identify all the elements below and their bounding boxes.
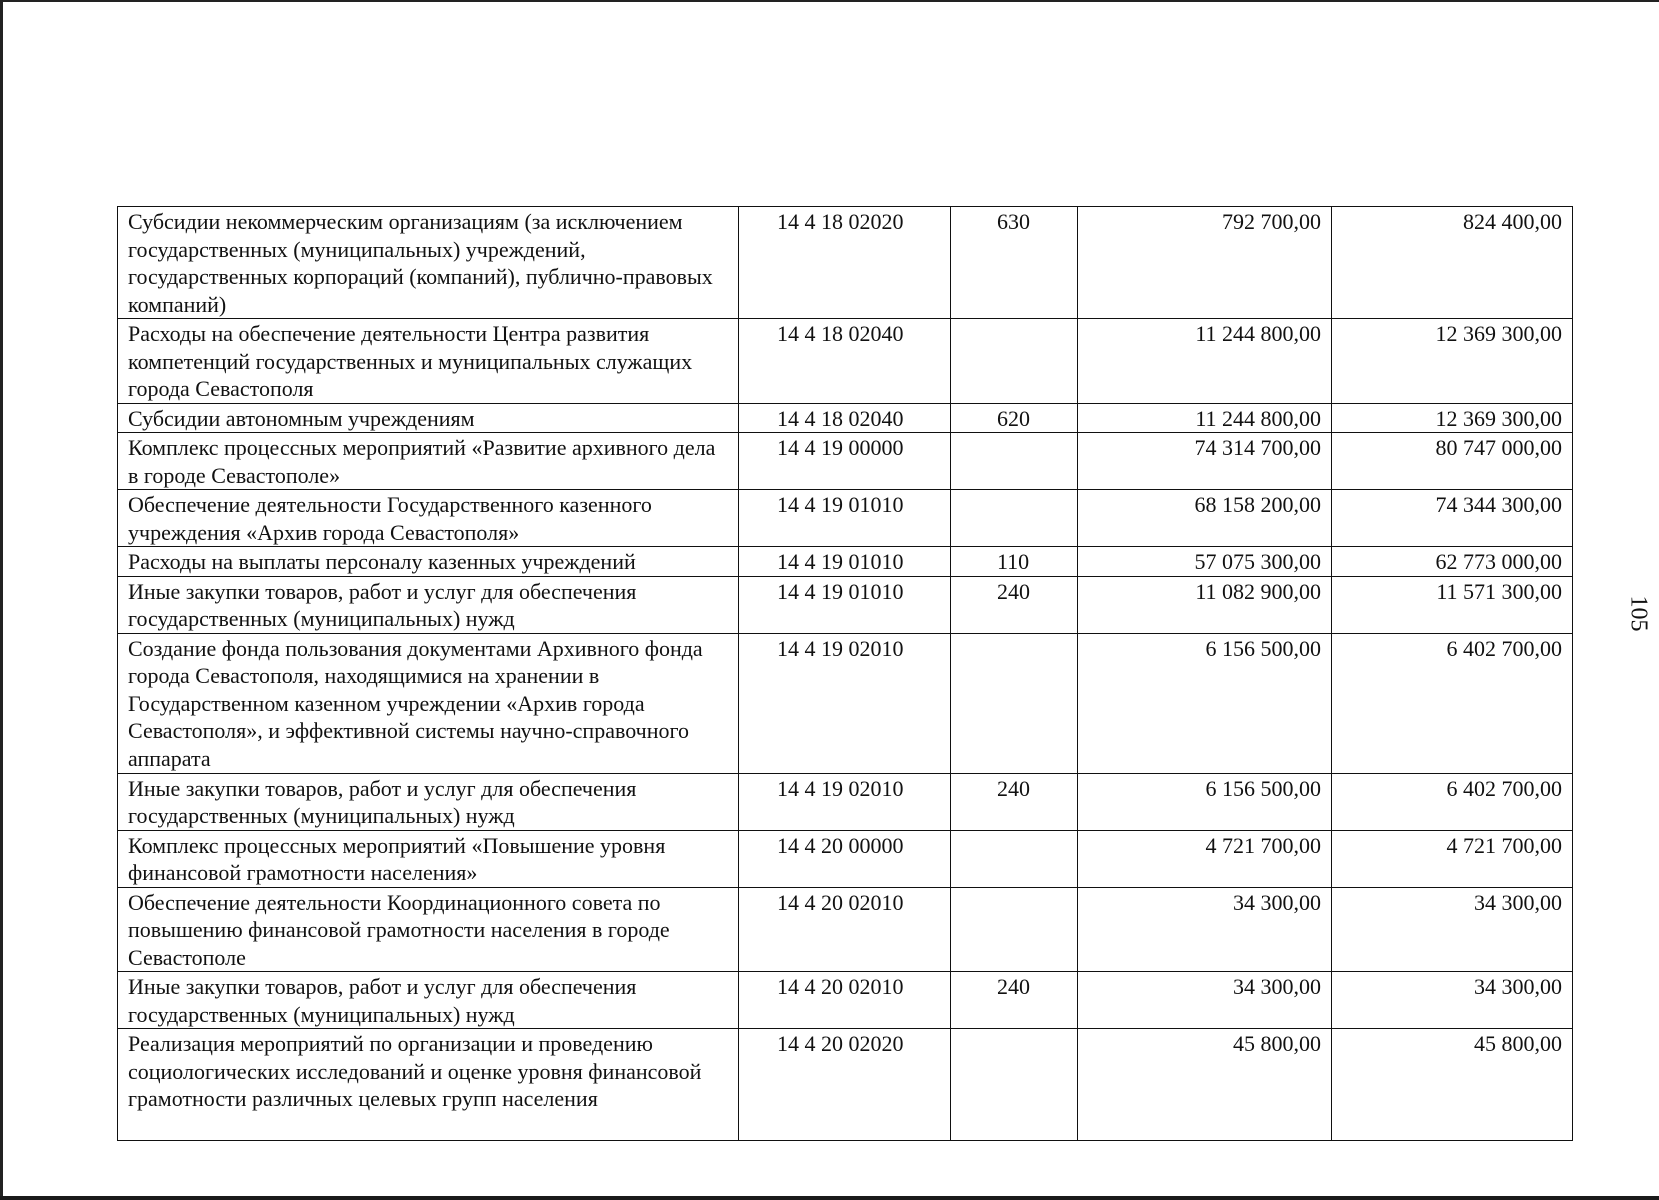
table-row [118, 830, 1573, 887]
row-code: 14 4 19 01010 [739, 547, 951, 577]
row-value1: 6 156 500,00 [1078, 773, 1332, 830]
row-name: Иные закупки товаров, работ и услуг для обеспечения государственных (муниципальных) нужд [118, 576, 739, 633]
row-value1: 57 075 300,00 [1078, 547, 1332, 577]
row-name: Комплекс процессных мероприятий «Развитие архивного дела в городе Севастополе» [118, 433, 739, 490]
row-value2: 80 747 000,00 [1332, 433, 1573, 490]
row-code: 14 4 19 01010 [739, 576, 951, 633]
row-name: Обеспечение деятельности Государственного казенного учреждения «Архив города Севастополя» [118, 490, 739, 547]
row-type [951, 830, 1078, 887]
budget-table-container [117, 206, 1572, 1141]
row-name: Расходы на выплаты персоналу казенных учреждений [118, 547, 739, 577]
row-value2: 6 402 700,00 [1332, 633, 1573, 773]
row-value2: 34 300,00 [1332, 972, 1573, 1029]
row-value1: 6 156 500,00 [1078, 633, 1332, 773]
row-name: Расходы на обеспечение деятельности Центра развития компетенций государственных и муниципальных служащих города Севастополя [118, 319, 739, 404]
row-name: Иные закупки товаров, работ и услуг для обеспечения государственных (муниципальных) нужд [118, 972, 739, 1029]
table-row [118, 319, 1573, 404]
budget-table [117, 206, 1573, 1141]
row-code: 14 4 19 02010 [739, 773, 951, 830]
row-code: 14 4 19 02010 [739, 633, 951, 773]
row-type: 630 [951, 207, 1078, 319]
row-type [951, 319, 1078, 404]
row-value1: 34 300,00 [1078, 972, 1332, 1029]
row-code: 14 4 20 00000 [739, 830, 951, 887]
row-type [951, 633, 1078, 773]
row-value1: 68 158 200,00 [1078, 490, 1332, 547]
row-code: 14 4 20 02010 [739, 972, 951, 1029]
row-value1: 11 244 800,00 [1078, 319, 1332, 404]
row-name: Комплекс процессных мероприятий «Повышение уровня финансовой грамотности населения» [118, 830, 739, 887]
row-value2: 12 369 300,00 [1332, 319, 1573, 404]
row-value2: 4 721 700,00 [1332, 830, 1573, 887]
row-type [951, 433, 1078, 490]
row-code: 14 4 18 02040 [739, 403, 951, 433]
row-type: 240 [951, 773, 1078, 830]
row-value2: 12 369 300,00 [1332, 403, 1573, 433]
page-number: 105 [1625, 595, 1652, 632]
row-value1: 74 314 700,00 [1078, 433, 1332, 490]
row-value2: 824 400,00 [1332, 207, 1573, 319]
row-type [951, 490, 1078, 547]
row-code: 14 4 19 00000 [739, 433, 951, 490]
row-type: 240 [951, 576, 1078, 633]
row-value2: 45 800,00 [1332, 1029, 1573, 1141]
row-name: Субсидии автономным учреждениям [118, 403, 739, 433]
table-row [118, 633, 1573, 773]
row-value1: 11 244 800,00 [1078, 403, 1332, 433]
scan-border-bottom [0, 1196, 1659, 1200]
table-row [118, 433, 1573, 490]
row-value2: 74 344 300,00 [1332, 490, 1573, 547]
scan-border-top [0, 0, 1659, 2]
table-row [118, 887, 1573, 972]
row-code: 14 4 20 02020 [739, 1029, 951, 1141]
row-type: 110 [951, 547, 1078, 577]
row-value2: 6 402 700,00 [1332, 773, 1573, 830]
row-code: 14 4 19 01010 [739, 490, 951, 547]
row-name: Обеспечение деятельности Координационного совета по повышению финансовой грамотности населения в городе Севастополе [118, 887, 739, 972]
row-name: Реализация мероприятий по организации и проведению социологических исследований и оценке уровня финансовой грамотности различных целевых групп населения [118, 1029, 739, 1141]
row-value2: 62 773 000,00 [1332, 547, 1573, 577]
row-code: 14 4 18 02040 [739, 319, 951, 404]
row-value1: 45 800,00 [1078, 1029, 1332, 1141]
row-name: Иные закупки товаров, работ и услуг для обеспечения государственных (муниципальных) нужд [118, 773, 739, 830]
row-name: Субсидии некоммерческим организациям (за исключением государственных (муниципальных) учреждений, государственных корпораций (компаний), публично-правовых компаний) [118, 207, 739, 319]
table-row [118, 972, 1573, 1029]
row-type [951, 1029, 1078, 1141]
row-value2: 11 571 300,00 [1332, 576, 1573, 633]
table-row [118, 403, 1573, 433]
row-value1: 792 700,00 [1078, 207, 1332, 319]
table-row [118, 1029, 1573, 1141]
row-type: 240 [951, 972, 1078, 1029]
table-row [118, 576, 1573, 633]
row-value2: 34 300,00 [1332, 887, 1573, 972]
row-value1: 11 082 900,00 [1078, 576, 1332, 633]
table-row [118, 773, 1573, 830]
row-type: 620 [951, 403, 1078, 433]
table-row [118, 207, 1573, 319]
budget-table-body [118, 207, 1573, 1141]
row-name: Создание фонда пользования документами Архивного фонда города Севастополя, находящимися на хранении в Государственном казенном учреждении «Архив города Севастополя», и эффективной системы научно-справочного аппарата [118, 633, 739, 773]
row-code: 14 4 20 02010 [739, 887, 951, 972]
scan-border-left [0, 0, 3, 1200]
row-code: 14 4 18 02020 [739, 207, 951, 319]
row-value1: 34 300,00 [1078, 887, 1332, 972]
table-row [118, 547, 1573, 577]
row-type [951, 887, 1078, 972]
row-value1: 4 721 700,00 [1078, 830, 1332, 887]
table-row [118, 490, 1573, 547]
